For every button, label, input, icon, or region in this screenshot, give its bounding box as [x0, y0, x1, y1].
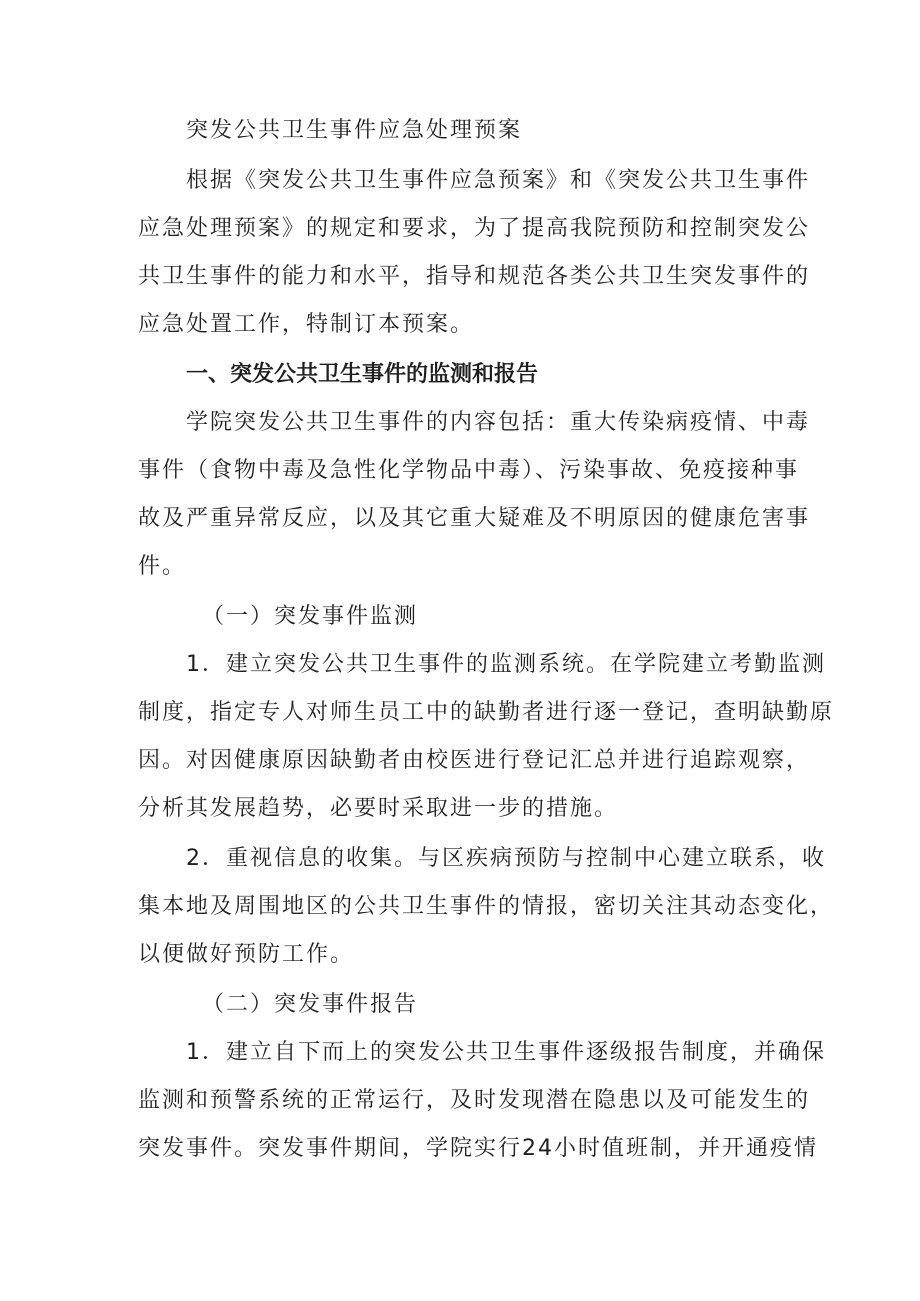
- item-line: 以便做好预防工作。: [138, 942, 355, 967]
- item-line: 因。对因健康原因缺勤者由校医进行登记汇总并进行追踪观察，: [138, 748, 811, 773]
- item-line: 分析其发展趋势，必要时采取进一步的措施。: [138, 796, 619, 821]
- section-line: 件。: [138, 554, 187, 579]
- subsection-heading: （二）突发事件报告: [202, 992, 419, 1017]
- section-line: 学院突发公共卫生事件的内容包括：重大传染病疫情、中毒: [186, 410, 811, 435]
- document-title: 突发公共卫生事件应急处理预案: [186, 118, 523, 143]
- intro-line: 应急处置工作，特制订本预案。: [138, 312, 475, 337]
- item-line: 1．建立自下而上的突发公共卫生事件逐级报告制度，并确保: [186, 1040, 826, 1065]
- item-line: 2．重视信息的收集。与区疾病预防与控制中心建立联系，收: [186, 846, 826, 871]
- item-line: 集本地及周围地区的公共卫生事件的情报，密切关注其动态变化，: [138, 894, 835, 919]
- item-line: 制度，指定专人对师生员工中的缺勤者进行逐一登记，查明缺勤原: [138, 700, 835, 725]
- section-heading: 一、突发公共卫生事件的监测和报告: [186, 362, 539, 387]
- intro-line: 根据《突发公共卫生事件应急预案》和《突发公共卫生事件: [186, 168, 811, 193]
- item-line: 突发事件。突发事件期间，学院实行24小时值班制，并开通疫情: [138, 1136, 818, 1161]
- intro-line: 应急处理预案》的规定和要求，为了提高我院预防和控制突发公: [138, 216, 811, 241]
- intro-line: 共卫生事件的能力和水平，指导和规范各类公共卫生突发事件的: [138, 264, 811, 289]
- item-line: 1．建立突发公共卫生事件的监测系统。在学院建立考勤监测: [186, 652, 826, 677]
- section-line: 故及严重异常反应，以及其它重大疑难及不明原因的健康危害事: [138, 506, 811, 531]
- item-line: 监测和预警系统的正常运行，及时发现潜在隐患以及可能发生的: [138, 1088, 811, 1113]
- subsection-heading: （一）突发事件监测: [202, 604, 419, 629]
- section-line: 事件（食物中毒及急性化学物品中毒）、污染事故、免疫接种事: [138, 458, 800, 483]
